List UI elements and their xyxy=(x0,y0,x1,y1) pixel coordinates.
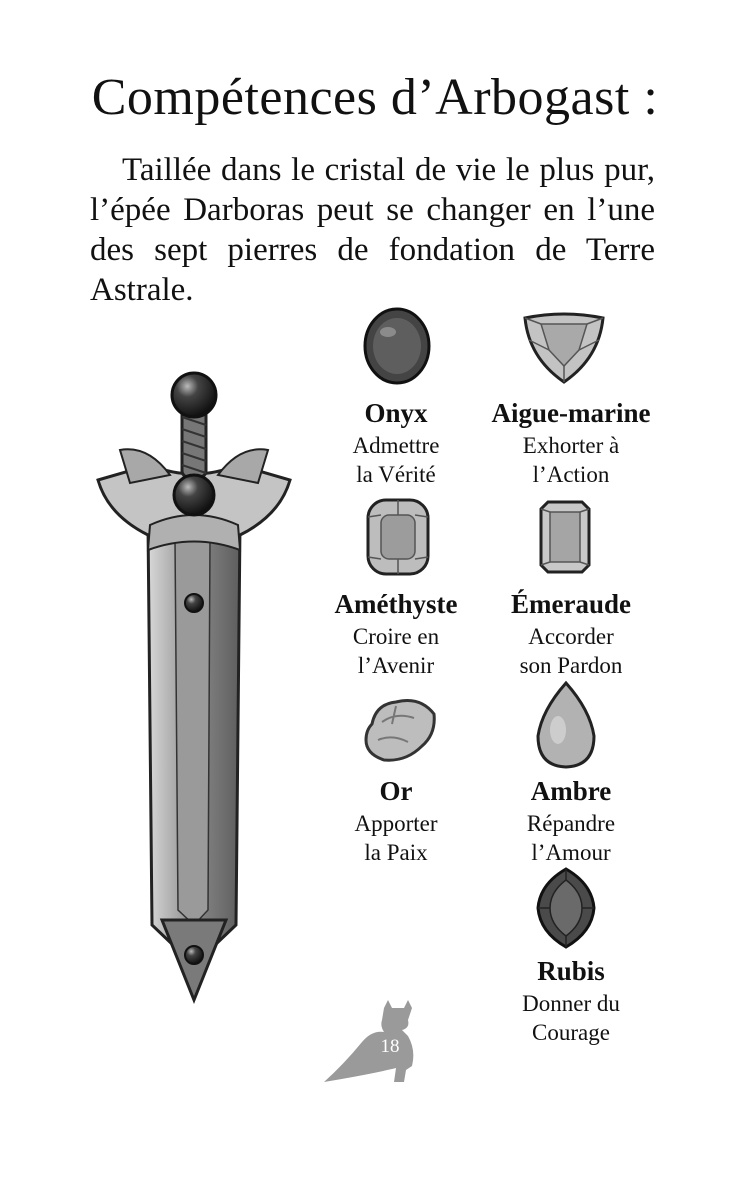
stone-name: Améthyste xyxy=(334,589,458,619)
gold-nugget-icon xyxy=(362,694,438,766)
emerald-gem-icon xyxy=(538,499,592,575)
stone-name: Ambre xyxy=(530,776,612,806)
stone-virtue: Apporter la Paix xyxy=(354,811,438,865)
stone-name: Émeraude xyxy=(511,589,631,619)
stone-name: Onyx xyxy=(364,398,428,428)
stone-virtue: Répandre l’Amour xyxy=(526,811,616,865)
onyx-gem-icon xyxy=(362,306,432,386)
stone-virtue: Admettre la Vérité xyxy=(352,433,440,487)
sword-icon xyxy=(90,365,300,1005)
stone-name: Aigue-marine xyxy=(491,398,651,428)
intro-paragraph: Taillée dans le cristal de vie le plus pur, l’épée Darboras peut se changer en l’une des sept pierres de fondation de Terre Astrale. xyxy=(90,152,655,308)
stone-virtue: Accorder son Pardon xyxy=(519,624,623,678)
stone-name: Rubis xyxy=(537,956,605,986)
stone-virtue: Donner du Courage xyxy=(522,991,620,1045)
amethyst-gem-icon xyxy=(365,497,431,577)
stone-virtue: Croire en l’Avenir xyxy=(352,624,440,678)
page-number: 18 xyxy=(380,1036,400,1057)
page-title: Compétences d’Arbogast : xyxy=(91,69,659,126)
aquamarine-gem-icon xyxy=(521,310,607,386)
ruby-gem-icon xyxy=(534,866,598,950)
stone-name: Or xyxy=(379,776,413,806)
amber-gem-icon xyxy=(534,680,598,770)
stone-virtue: Exhorter à l’Action xyxy=(522,433,620,487)
